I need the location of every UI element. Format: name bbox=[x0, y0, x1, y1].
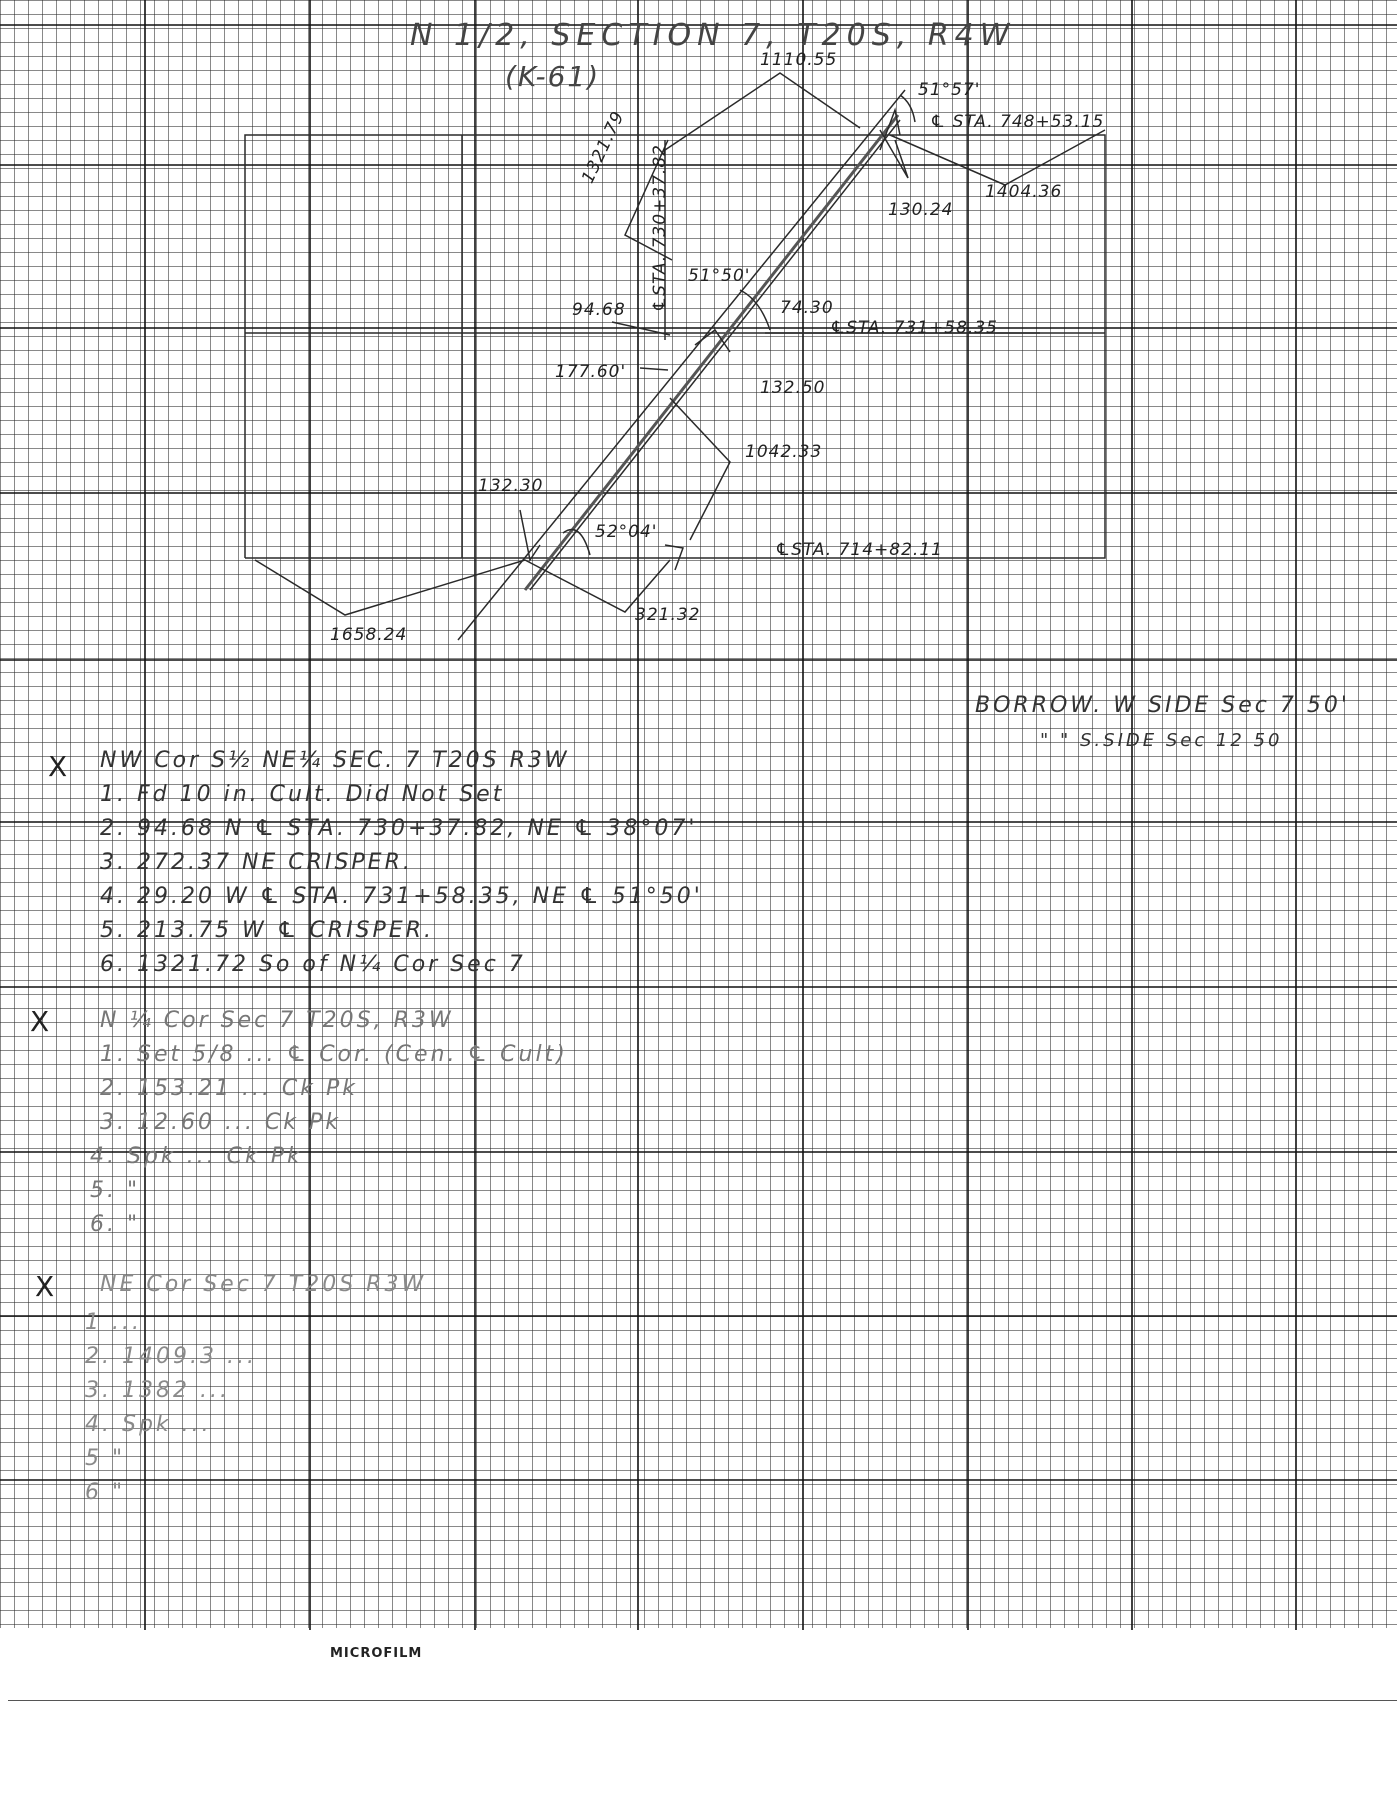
note-line: 5. " bbox=[90, 1178, 141, 1203]
sketch-label: 52°04' bbox=[595, 522, 658, 542]
sketch-label: 51°50' bbox=[688, 266, 751, 286]
note-line: 6. 1321.72 So of N¼ Cor Sec 7 bbox=[100, 952, 526, 977]
sketch-label: 132.30 bbox=[478, 476, 544, 496]
sketch-label: 1110.55 bbox=[760, 50, 838, 70]
note-line: 5 " bbox=[85, 1446, 126, 1471]
highway-centerline bbox=[525, 115, 898, 590]
sketch-label: 1042.33 bbox=[745, 442, 823, 462]
sketch-label: 177.60' bbox=[555, 362, 627, 382]
borrow-note: " " S.SIDE Sec 12 50 bbox=[1040, 730, 1283, 751]
note-line: 3. 272.37 NE CRISPER. bbox=[100, 850, 413, 875]
section-boundary bbox=[245, 135, 1105, 558]
note-line: 3. 12.60 ... Ck Pk bbox=[100, 1110, 342, 1135]
note-line: 4. Spk ... bbox=[85, 1412, 212, 1437]
check-mark: X bbox=[48, 750, 70, 783]
sketch-label: ℄STA. 714+82.11 bbox=[775, 540, 943, 560]
note-line: 2. 1409.3 ... bbox=[85, 1344, 257, 1369]
note-line: N ¼ Cor Sec 7 T20S, R3W bbox=[100, 1008, 454, 1033]
note-line: 1. Set 5/8 ... ℄ Cor. (Cen. ℄ Cult) bbox=[100, 1042, 568, 1067]
note-line: 2. 94.68 N ℄ STA. 730+37.82, NE ℄ 38°07' bbox=[100, 816, 698, 841]
sketch-label: 132.50 bbox=[760, 378, 826, 398]
check-mark: X bbox=[35, 1270, 57, 1303]
highway-line-2 bbox=[530, 120, 900, 590]
note-line: 6. " bbox=[90, 1212, 141, 1237]
tie-line-mid bbox=[670, 398, 730, 540]
sketch-label: 51°57' bbox=[918, 80, 981, 100]
page-bottom-rule bbox=[8, 1700, 1397, 1701]
sketch-label: 1321.79 bbox=[578, 107, 629, 187]
tie-line-bottom bbox=[255, 560, 670, 615]
note-line: 6 " bbox=[85, 1480, 126, 1505]
sketch-label: ℄STA. 731+58.35 bbox=[830, 318, 998, 338]
note-line: NE Cor Sec 7 T20S R3W bbox=[100, 1272, 427, 1297]
note-line: 3. 1382 ... bbox=[85, 1378, 230, 1403]
tie-line-right bbox=[890, 130, 1105, 185]
note-line: 4. 29.20 W ℄ STA. 731+58.35, NE ℄ 51°50' bbox=[100, 884, 703, 909]
sheet-title: N 1/2, SECTION 7, T20S, R4W bbox=[410, 18, 1016, 53]
sheet-subtitle: (K-61) bbox=[505, 60, 601, 93]
sketch-label: ℄ STA. 748+53.15 bbox=[930, 112, 1105, 132]
borrow-note: BORROW. W SIDE Sec 7 50' bbox=[975, 693, 1350, 718]
sketch-label: 1404.36 bbox=[985, 182, 1063, 202]
sketch-label: ℄STA. 730+37.82 bbox=[650, 144, 670, 312]
sketch-label: 94.68 bbox=[572, 300, 626, 320]
tie-line-top bbox=[665, 73, 860, 150]
note-line: 1 ... bbox=[85, 1310, 142, 1335]
sketch-label: 1658.24 bbox=[330, 625, 408, 645]
note-line: 4. Spk ... Ck Pk bbox=[90, 1144, 303, 1169]
note-line: NW Cor S½ NE¼ SEC. 7 T20S R3W bbox=[100, 748, 570, 773]
sketch-label: 74.30 bbox=[780, 298, 834, 318]
sketch-label: 321.32 bbox=[635, 605, 701, 625]
note-line: 2. 153.21 ... Ck Pk bbox=[100, 1076, 359, 1101]
microfilm-stamp: MICROFILM bbox=[330, 1646, 423, 1661]
check-mark: X bbox=[30, 1005, 52, 1038]
sketch-label: 130.24 bbox=[888, 200, 954, 220]
note-line: 1. Fd 10 in. Cult. Did Not Set bbox=[100, 782, 505, 807]
tie-line-small-2 bbox=[640, 368, 668, 370]
note-line: 5. 213.75 W ℄ CRISPER. bbox=[100, 918, 434, 943]
